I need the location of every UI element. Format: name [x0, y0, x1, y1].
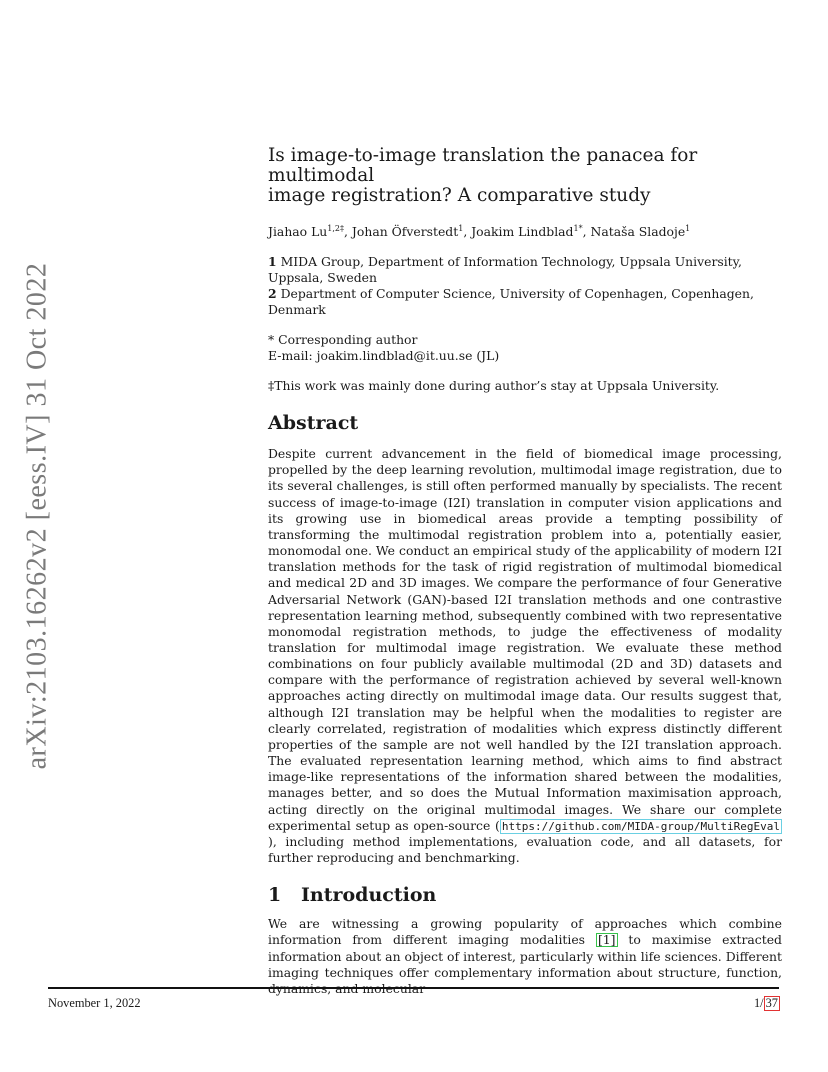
- affiliation-number: 1: [268, 254, 277, 270]
- author-separator: ,: [344, 224, 352, 240]
- author-name: Jiahao Lu: [268, 224, 328, 240]
- abstract-text-end: ), including method implementations, evaluation code, and all datasets, for further reproducing and benchmarking.: [268, 833, 782, 866]
- author-name: Joakim Lindblad: [471, 224, 574, 240]
- author-affil-marker: 1: [458, 224, 464, 233]
- author-affil-marker: 1: [685, 224, 691, 233]
- affiliation-text: MIDA Group, Department of Information Technology, Uppsala University, Uppsala, Sweden: [268, 254, 742, 286]
- intro-text-end: to maximise extracted information about an object of interest, particularly within life sciences. Different imaging techniques offer complementary information about structure, function,: [268, 932, 782, 980]
- affiliation-text: Department of Computer Science, University of Copenhagen, Copenhagen, Denmark: [268, 286, 754, 318]
- affiliation-item: [268, 286, 782, 318]
- introduction-heading: [268, 884, 782, 906]
- author-name: Johan Öfverstedt: [351, 224, 459, 240]
- intro-text: We are witnessing a growing popularity of approaches which combine information from different imaging modalities: [268, 916, 782, 948]
- affiliation-number: 2: [268, 286, 277, 302]
- total-pages-link[interactable]: 37: [765, 996, 778, 1010]
- affiliation-item: [268, 254, 782, 286]
- citation-link[interactable]: [1]: [597, 932, 616, 948]
- repository-link[interactable]: https://github.com/MIDA-group/MultiRegEval: [501, 819, 780, 833]
- abstract-text: Despite current advancement in the field of biomedical image processing, propelled by the deep learning revolution, multimodal image registration, due to its several challenges, is still often performed manually by specialists. The recent success of image-to-image (I2I) translation in computer vision applications and its growing use in biomedical areas provide a tempting possibility of transforming the multimodal registration problem into a, potentially easier, monomodal one. We conduct an empirical study of the applicability of modern I2I translation methods for the task of rigid registration of multimodal biomedical and medical 2D and 3D images. We compare the performance of four Generative Adversarial Network (GAN)-based I2I translation methods and one contrastive representation learning method, subsequently combined with two representative monomodal registration methods, to judge the effectiveness of modality translation for multimodal image registration. We evaluate these method combinations on four publicly available multimodal (2D and 3D) datasets and compare with the performance of registration achieved by several well-known approaches acting directly on multimodal image data. Our results suggest that, although I2I translation may be helpful when the modalities to register are clearly correlated, registration of modalities which express distinctly different properties of the sample are not well handled by the I2I translation approach. The evaluated representation learning method, which aims to find abstract image-like representations of the information shared between the modalities, manages better, and so does the Mutual Information maximisation approach, acting directly on the original multimodal images. We share our complete experimental setup as open-source (: [268, 446, 782, 833]
- author-separator: ,: [582, 224, 591, 240]
- affiliations: [268, 254, 782, 318]
- author-affil-marker: 1,2‡: [327, 224, 345, 233]
- abstract-body: [268, 446, 782, 866]
- paper-content: [268, 146, 782, 997]
- author-email: E-mail: joakim.lindblad@it.uu.se (JL): [268, 348, 500, 364]
- page-current: 1/: [753, 996, 764, 1010]
- title-line-1: Is image-to-image translation the panacea for multimodal: [268, 145, 698, 186]
- title-line-2: image registration? A comparative study: [268, 185, 651, 206]
- author-note: ‡This work was mainly done during author’s stay at Uppsala University.: [268, 378, 720, 394]
- corresponding-author: [268, 332, 782, 364]
- author-name: Nataša Sladoje: [590, 224, 686, 240]
- footer-divider: [48, 987, 779, 989]
- arxiv-identifier: arXiv:2103.16262v2 [eess.IV] 31 Oct 2022: [21, 262, 52, 770]
- page-number: [754, 996, 780, 1011]
- abstract-heading: Abstract: [268, 412, 359, 435]
- introduction-body: [268, 916, 782, 997]
- paper-title: [268, 146, 782, 206]
- section-number: 1: [268, 884, 282, 907]
- author-affil-marker: 1*: [573, 224, 583, 233]
- arxiv-sidebar: [21, 262, 52, 770]
- corresponding-label: * Corresponding author: [268, 332, 418, 348]
- author-list: [268, 220, 782, 240]
- section-title: Introduction: [301, 884, 437, 907]
- author-separator: ,: [463, 224, 472, 240]
- footer-date: November 1, 2022: [48, 996, 141, 1010]
